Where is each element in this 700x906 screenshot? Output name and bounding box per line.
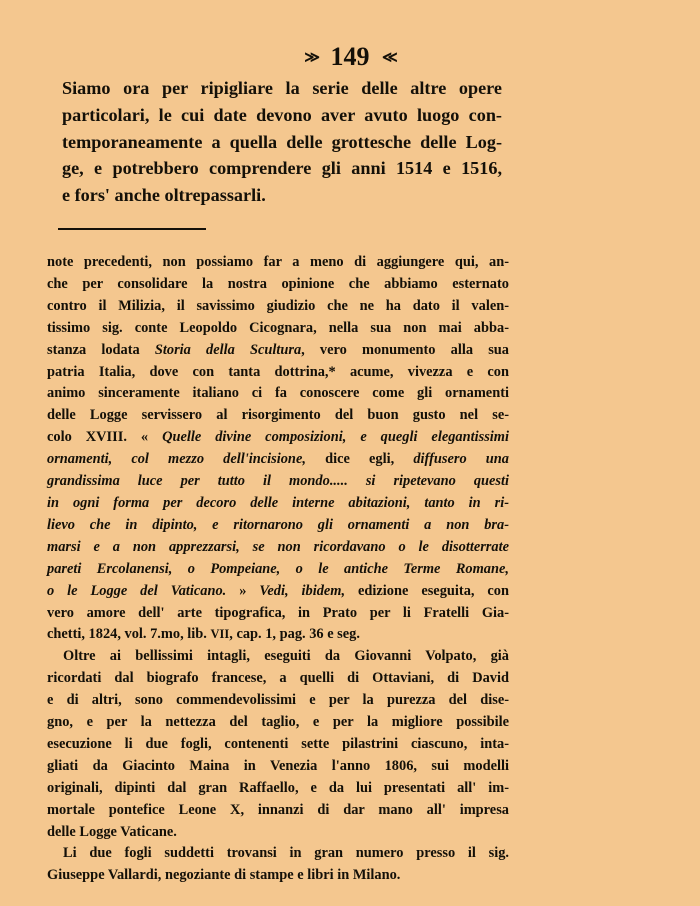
right-ornament-mark: ≪ xyxy=(382,50,396,66)
text-segment: che per consolidare la nostra opinione che abbiamo esternato xyxy=(47,275,509,292)
text-segment: esecuzione li due fogli, contenenti sette pilastrini ciascuno, inta- xyxy=(47,735,509,752)
italic-text-segment: marsi e a non apprezzarsi, se non ricordavano o le disotterrate xyxy=(47,538,509,555)
page-header xyxy=(0,42,700,73)
text-segment: » xyxy=(226,582,260,599)
main-text xyxy=(62,75,502,209)
footnote-line xyxy=(47,734,509,756)
text-segment: tissimo sig. conte Leopoldo Cicognara, nella sua non mai abba- xyxy=(47,319,509,336)
text-segment: chetti, 1824, vol. 7.mo, lib. xyxy=(47,626,211,643)
footnote-line xyxy=(47,449,509,471)
text-segment: colo XVIII. « xyxy=(47,429,163,446)
text-segment: patria Italia, dove con tanta dottrina,* acume, vivezza e con xyxy=(47,363,509,380)
text-segment: e di altri, sono commendevolissimi e per la purezza del dise- xyxy=(47,692,509,709)
text-segment: note precedenti, non possiamo far a meno di aggiungere qui, an- xyxy=(47,254,509,270)
text-segment: edizione eseguita, con xyxy=(345,582,510,599)
italic-text-segment: in ogni forma per decoro delle interne abitazioni, tanto in ri- xyxy=(47,494,509,511)
footnote-line xyxy=(47,383,509,405)
text-segment: contro il Milizia, il savissimo giudizio che ne ha dato il valen- xyxy=(47,297,509,314)
text-segment: , vero monumento alla sua xyxy=(301,341,510,358)
footnote-line xyxy=(47,296,509,318)
footnote-line xyxy=(47,559,509,581)
main-text-line: Siamo ora per ripigliare la serie delle altre opere xyxy=(62,78,502,98)
footnote-line xyxy=(47,515,509,537)
italic-text-segment: pareti Ercolanensi, o Pompeiane, o le antiche Terme Romane, xyxy=(47,560,509,577)
footnote-line xyxy=(47,537,509,559)
footnote-line xyxy=(47,603,509,625)
text-segment: Li due fogli suddetti trovansi in gran numero presso il sig. xyxy=(63,845,509,862)
footnote-text xyxy=(47,252,509,887)
text-segment: Oltre ai bellissimi intagli, eseguiti da Giovanni Volpato, già xyxy=(63,648,509,665)
page-number: 149 xyxy=(330,42,370,71)
footnote-separator-rule xyxy=(58,228,206,230)
footnote-line xyxy=(47,712,509,734)
italic-text-segment: grandissima luce per tutto il mondo..... si ripetevano questi xyxy=(47,473,509,490)
main-text-line: temporaneamente a quella delle grottesche delle Log- xyxy=(62,131,502,152)
footnote-line xyxy=(47,624,509,646)
italic-text-segment: diffusero una xyxy=(413,451,509,468)
italic-text-segment: Storia della Scultura xyxy=(154,341,302,358)
footnote-line xyxy=(47,493,509,515)
footnote-line xyxy=(47,362,509,384)
footnote-line xyxy=(47,668,509,690)
text-segment: gliati da Giacinto Maina in Venezia l'anno 1806, sui modelli xyxy=(47,757,509,774)
footnote-line xyxy=(47,252,509,274)
footnote-line xyxy=(47,405,509,427)
footnote-line xyxy=(47,822,509,844)
italic-text-segment: Vedi, ibidem, xyxy=(259,582,346,599)
footnote-line xyxy=(47,843,509,865)
text-segment: vero amore dell' arte tipografica, in Prato per li Fratelli Gia- xyxy=(47,604,509,621)
italic-text-segment: Quelle divine composizioni, e quegli elegantissimi xyxy=(162,429,509,446)
main-text-line: ge, e potrebbero comprendere gli anni 1514 e 1516, xyxy=(62,158,502,179)
footnote-line xyxy=(47,427,509,449)
footnote-line xyxy=(47,340,509,362)
footnote-line xyxy=(47,865,509,887)
footnote-line xyxy=(47,756,509,778)
main-text-line: particolari, le cui date devono aver avuto luogo con- xyxy=(62,104,502,125)
footnote-line xyxy=(47,581,509,603)
text-segment: originali, dipinti dal gran Raffaello, e da lui presentati all' im- xyxy=(47,779,509,796)
footnote-line xyxy=(47,778,509,800)
text-segment: VII xyxy=(210,627,230,642)
footnote-line xyxy=(47,471,509,493)
text-segment: animo sinceramente italiano ci fa conoscere come gli ornamenti xyxy=(47,385,509,402)
text-segment: , cap. 1, pag. 36 e seg. xyxy=(229,626,360,643)
text-segment: Giuseppe Vallardi, negoziante di stampe e libri in Milano. xyxy=(47,867,401,884)
text-segment: delle Logge Vaticane. xyxy=(47,823,177,840)
italic-text-segment: lievo che in dipinto, e ritornarono gli ornamenti a non bra- xyxy=(47,516,509,533)
text-segment: dice egli, xyxy=(305,451,414,468)
main-text-line: e fors' anche oltrepassarli. xyxy=(62,185,266,206)
footnote-line xyxy=(47,646,509,668)
text-segment: mortale pontefice Leone X, innanzi di dar mano all' impresa xyxy=(47,801,509,818)
footnote-line xyxy=(47,318,509,340)
italic-text-segment: ornamenti, col mezzo dell'incisione, xyxy=(47,451,306,468)
footnote-line xyxy=(47,800,509,822)
text-segment: ricordati dal biografo francese, a quelli di Ottaviani, di David xyxy=(47,670,509,687)
text-segment: stanza lodata xyxy=(47,341,155,358)
footnote-line xyxy=(47,274,509,296)
footnote-line xyxy=(47,690,509,712)
text-segment: gno, e per la nettezza del taglio, e per la migliore possibile xyxy=(47,714,509,731)
text-segment: delle Logge servissero al risorgimento del buon gusto nel se- xyxy=(47,407,509,424)
left-ornament-mark: ≫ xyxy=(304,50,318,66)
italic-text-segment: o le Logge del Vaticano. xyxy=(47,582,227,599)
